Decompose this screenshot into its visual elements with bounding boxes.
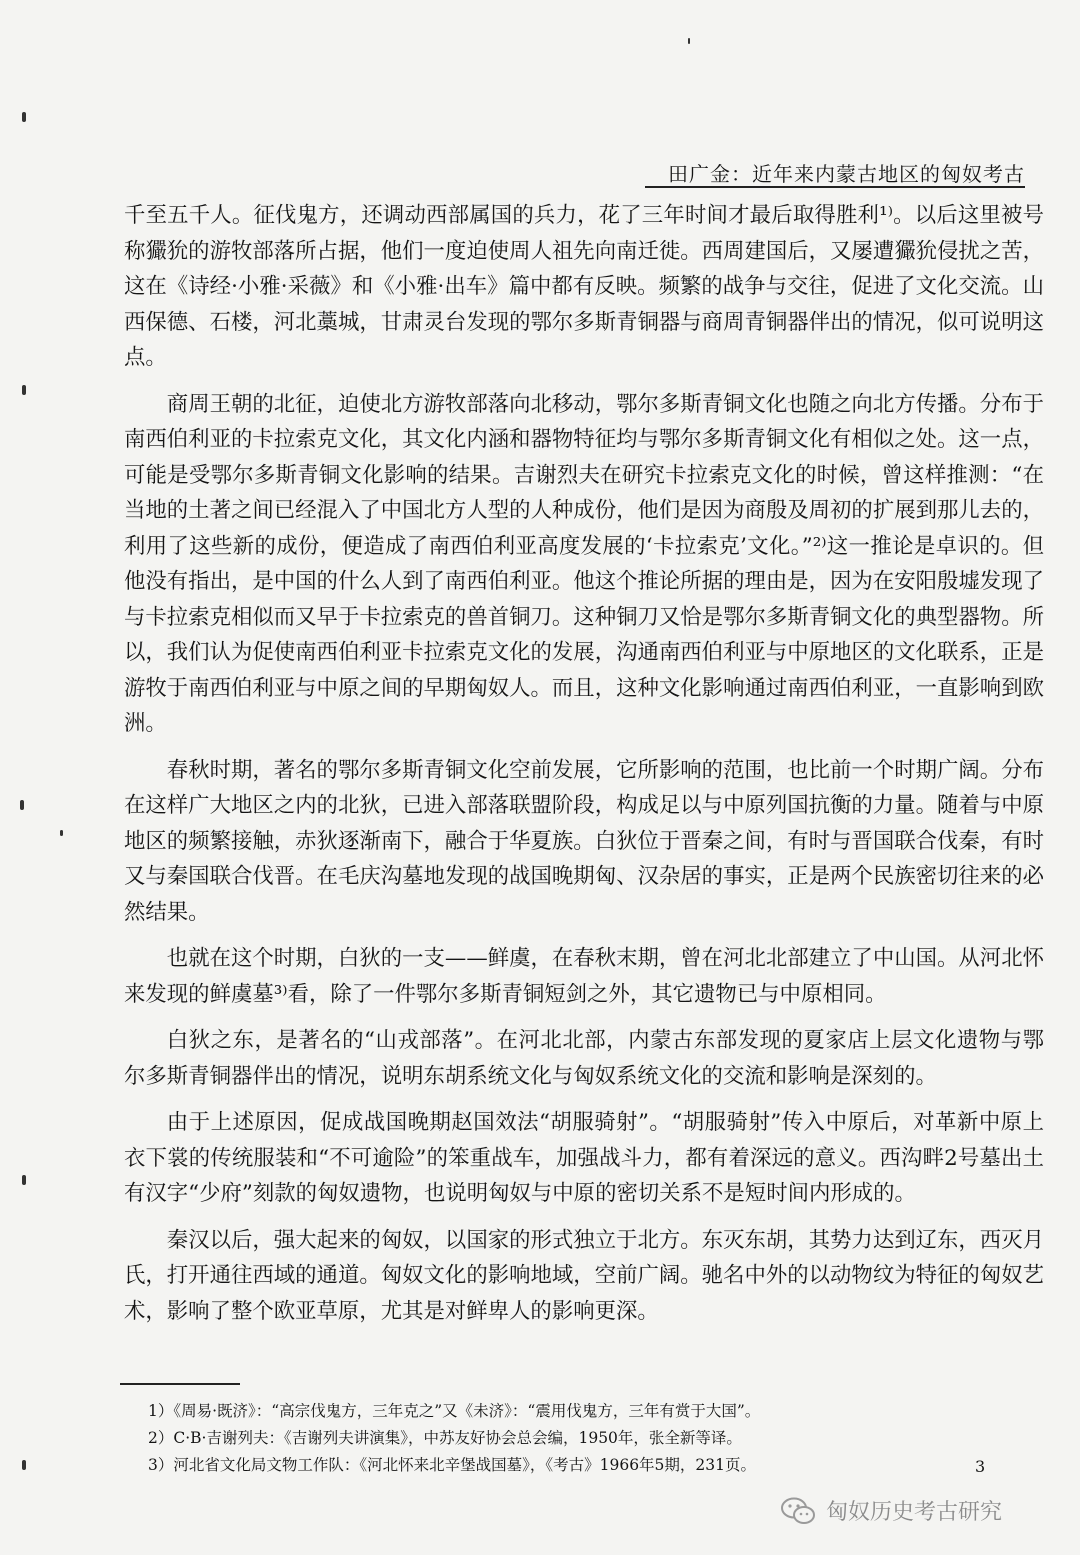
scan-mark: [22, 1175, 26, 1185]
body-text: [124, 198, 1044, 1340]
footnote: 2）C·B·吉谢列夫：《吉谢列夫讲演集》，中苏友好协会总会编，1950年，张全新等译。: [148, 1429, 742, 1447]
paragraph: 春秋时期，著名的鄂尔多斯青铜文化空前发展，它所影响的范围，也比前一个时期广阔。分布在这样广大地区之内的北狄，已进入部落联盟阶段，构成足以与中原列国抗衡的力量。随着与中原地区的频繁接触，赤狄逐渐南下，融合于华夏族。白狄位于晋秦之间，有时与晋国联合伐秦，有时又与秦国联合伐晋。在毛庆沟墓地发现的战国晚期匈、汉杂居的事实，正是两个民族密切往来的必然结果。: [124, 757, 1044, 925]
header-rule: [645, 186, 1025, 188]
wechat-icon: [780, 1496, 816, 1526]
page-number: 3: [975, 1457, 986, 1476]
paragraph: 秦汉以后，强大起来的匈奴，以国家的形式独立于北方。东灭东胡，其势力达到辽东，西灭月氏，打开通往西域的通道。匈奴文化的影响地域，空前广阔。驰名中外的以动物纹为特征的匈奴艺术，影响了整个欧亚草原，尤其是对鲜卑人的影响更深。: [124, 1227, 1044, 1324]
footnote: 1）《周易·既济》：“高宗伐鬼方，三年克之”又《未济》：“震用伐鬼方，三年有赏于大国”。: [148, 1402, 761, 1420]
watermark-text: 匈奴历史考古研究: [826, 1500, 1003, 1525]
watermark: [780, 1495, 1002, 1526]
scan-mark: [20, 800, 24, 810]
scan-mark: [22, 1460, 26, 1470]
scan-mark: [60, 830, 63, 836]
scan-mark: [22, 112, 26, 122]
paragraph: 千至五千人。征伐鬼方，还调动西部属国的兵力，花了三年时间才最后取得胜利¹⁾。以后这里被号称玁狁的游牧部落所占据，他们一度迫使周人祖先向南迁徙。西周建国后，又屡遭玁狁侵扰之苦，这在《诗经·小雅·采薇》和《小雅·出车》篇中都有反映。频繁的战争与交往，促进了文化交流。山西保德、石楼，河北藁城，甘肃灵台发现的鄂尔多斯青铜器与商周青铜器伴出的情况，似可说明这点。: [124, 203, 1044, 370]
running-header: 田广金：近年来内蒙古地区的匈奴考古: [668, 162, 1025, 186]
scan-mark: [22, 385, 26, 395]
footnote: 3）河北省文化局文物工作队：《河北怀来北辛堡战国墓》，《考古》1966年5期，231页。: [148, 1456, 757, 1474]
paragraph: 商周王朝的北征，迫使北方游牧部落向北移动，鄂尔多斯青铜文化也随之向北方传播。分布于南西伯利亚的卡拉索克文化，其文化内涵和器物特征均与鄂尔多斯青铜文化有相似之处。这一点，可能是受鄂尔多斯青铜文化影响的结果。吉谢烈夫在研究卡拉索克文化的时候，曾这样推测：“在当地的土著之间已经混入了中国北方人型的人种成份，他们是因为商殷及周初的扩展到那儿去的，利用了这些新的成份，便造成了南西伯利亚高度发展的‘卡拉索克’文化。”²⁾这一推论是卓识的。但他没有指出，是中国的什么人到了南西伯利亚。他这个推论所据的理由是，因为在安阳殷墟发现了与卡拉索克相似而又早于卡拉索克的兽首铜刀。这种铜刀又恰是鄂尔多斯青铜文化的典型器物。所以，我们认为促使南西伯利亚卡拉索克文化的发展，沟通南西伯利亚与中原地区的文化联系，正是游牧于南西伯利亚与中原之间的早期匈奴人。而且，这种文化影响通过南西伯利亚，一直影响到欧洲。: [124, 391, 1044, 736]
paragraph: 由于上述原因，促成战国晚期赵国效法“胡服骑射”。“胡服骑射”传入中原后，对革新中原上衣下裳的传统服装和“不可逾险”的笨重战车，加强战斗力，都有着深远的意义。西沟畔2号墓出土有汉字“少府”刻款的匈奴遗物，也说明匈奴与中原的密切关系不是短时间内形成的。: [124, 1110, 1044, 1206]
paragraph: 也就在这个时期，白狄的一支——鲜虞，在春秋末期，曾在河北北部建立了中山国。从河北怀来发现的鲜虞墓³⁾看，除了一件鄂尔多斯青铜短剑之外，其它遗物已与中原相同。: [124, 946, 1044, 1007]
paragraph: 白狄之东，是著名的“山戎部落”。在河北北部，内蒙古东部发现的夏家店上层文化遗物与鄂尔多斯青铜器伴出的情况，说明东胡系统文化与匈奴系统文化的交流和影响是深刻的。: [124, 1028, 1044, 1089]
scan-mark: [688, 38, 690, 44]
footnote-rule: [120, 1383, 240, 1385]
footnotes: [148, 1398, 1028, 1479]
